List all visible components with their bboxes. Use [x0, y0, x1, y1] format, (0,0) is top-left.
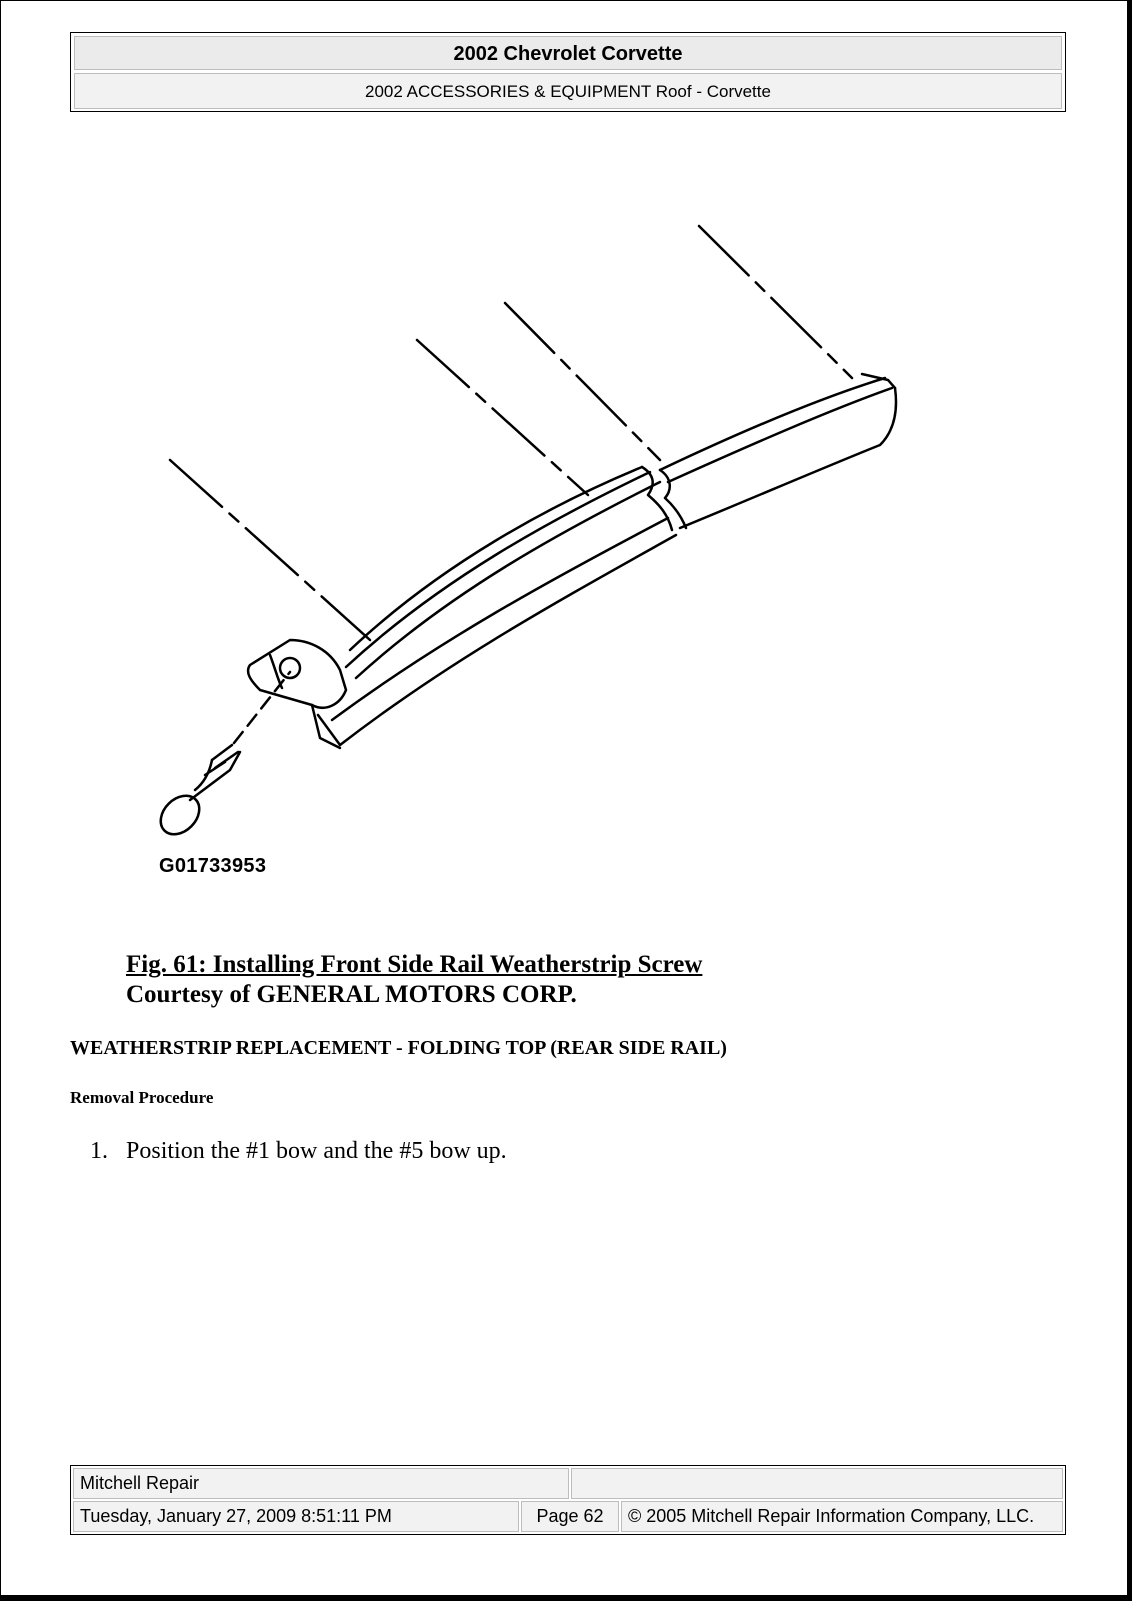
footer-date: Tuesday, January 27, 2009 8:51:11 PM	[73, 1501, 519, 1532]
footer-page-number: Page 62	[521, 1501, 619, 1532]
step-number: 1.	[90, 1138, 108, 1164]
figure-courtesy: Courtesy of GENERAL MOTORS CORP.	[126, 981, 577, 1008]
weatherstrip-screw-illustration	[140, 200, 920, 900]
section-heading: WEATHERSTRIP REPLACEMENT - FOLDING TOP (REAR SIDE RAIL)	[70, 1037, 727, 1059]
footer-publisher: Mitchell Repair	[73, 1468, 569, 1499]
procedure-heading: Removal Procedure	[70, 1088, 214, 1107]
step-text: Position the #1 bow and the #5 bow up.	[126, 1138, 507, 1164]
procedure-step	[90, 1138, 507, 1165]
document-footer	[70, 1465, 1066, 1535]
figure-caption-title: Fig. 61: Installing Front Side Rail Weatherstrip Screw	[126, 951, 703, 978]
graphic-id: G01733953	[159, 855, 267, 877]
figure-caption	[126, 950, 702, 1010]
document-header	[70, 32, 1066, 112]
document-title: 2002 Chevrolet Corvette	[74, 36, 1062, 70]
footer-copyright: © 2005 Mitchell Repair Information Company, LLC.	[621, 1501, 1063, 1532]
footer-blank-cell	[571, 1468, 1063, 1499]
document-subtitle: 2002 ACCESSORIES & EQUIPMENT Roof - Corvette	[74, 73, 1062, 109]
